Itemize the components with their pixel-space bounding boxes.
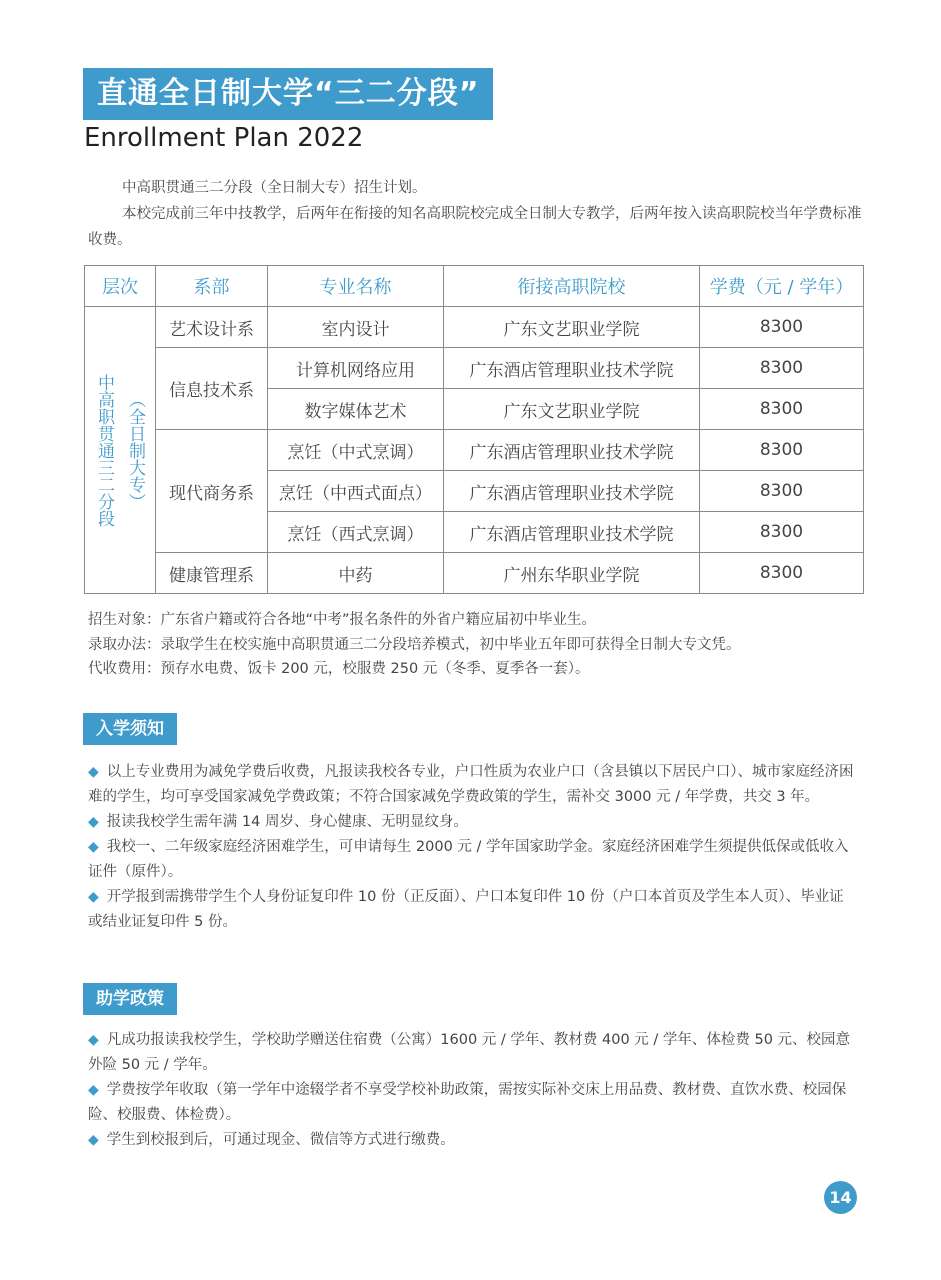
- header-fee: 学费（元 / 学年）: [700, 266, 864, 307]
- header-college: 衔接高职院校: [444, 266, 700, 307]
- header-level: 层次: [85, 266, 156, 307]
- major-cell: 烹饪（中西式面点）: [268, 471, 444, 512]
- table-row: [85, 430, 864, 471]
- fee-cell: 8300: [700, 348, 864, 389]
- diamond-bullet-icon: ◆: [88, 814, 99, 830]
- list-item: ◆ 凡成功报读我校学生，学校助学赠送住宿费（公寓）1600 元 / 学年、教材费 400 元 / 学年、体检费 50 元、校园意外险 50 元 / 学年。: [88, 1032, 851, 1073]
- note-fees: 代收费用：预存水电费、饭卡 200 元，校服费 250 元（冬季、夏季各一套）。: [88, 661, 590, 677]
- list-item: ◆ 我校一、二年级家庭经济困难学生，可申请每生 2000 元 / 学年国家助学金。家庭经济困难学生须提供低保或低收入证件（原件）。: [88, 839, 849, 880]
- table-row: [85, 553, 864, 594]
- intro-line-1: 中高职贯通三二分段（全日制大专）招生计划。: [122, 180, 427, 196]
- college-cell: 广东酒店管理职业技术学院: [444, 430, 700, 471]
- section-title-admission: 入学须知: [83, 713, 177, 745]
- fee-cell: 8300: [700, 553, 864, 594]
- fee-cell: 8300: [700, 512, 864, 553]
- major-cell: 烹饪（西式烹调）: [268, 512, 444, 553]
- note-admission: 录取办法：录取学生在校实施中高职贯通三二分段培养模式，初中毕业五年即可获得全日制大专文凭。: [88, 636, 741, 653]
- fee-cell: 8300: [700, 389, 864, 430]
- department-cell: 现代商务系: [156, 430, 268, 553]
- diamond-bullet-icon: ◆: [88, 839, 99, 855]
- admission-notes: [88, 608, 878, 682]
- list-item: ◆ 开学报到需携带学生个人身份证复印件 10 份（正反面）、户口本复印件 10 份（户口本首页及学生本人页）、毕业证或结业证复印件 5 份。: [88, 889, 844, 930]
- college-cell: 广东酒店管理职业技术学院: [444, 471, 700, 512]
- table-header-row: [85, 266, 864, 307]
- page-title: 直通全日制大学“三二分段”: [83, 68, 493, 120]
- list-item: ◆ 报读我校学生需年满 14 周岁、身心健康、无明显纹身。: [88, 814, 468, 830]
- level-sub: （全日制大专）: [125, 390, 145, 510]
- department-cell: 艺术设计系: [156, 307, 268, 348]
- major-cell: 中药: [268, 553, 444, 594]
- intro-paragraph: [88, 175, 868, 253]
- list-item: ◆ 以上专业费用为减免学费后收费，凡报读我校各专业，户口性质为农业户口（含县镇以下居民户口）、城市家庭经济困难的学生，均可享受国家减免学费政策；不符合国家减免学费政策的学生，需补交 3000 元 / 年学费，共交 3 年。: [88, 764, 854, 805]
- college-cell: 广东文艺职业学院: [444, 389, 700, 430]
- diamond-bullet-icon: ◆: [88, 889, 99, 905]
- diamond-bullet-icon: ◆: [88, 1082, 99, 1098]
- diamond-bullet-icon: ◆: [88, 764, 99, 780]
- enrollment-table: [84, 265, 864, 594]
- page-number: 14: [824, 1181, 857, 1214]
- note-target: 招生对象：广东省户籍或符合各地“中考”报名条件的外省户籍应届初中毕业生。: [88, 612, 597, 628]
- fee-cell: 8300: [700, 430, 864, 471]
- aid-bullet-list: [88, 1028, 858, 1153]
- diamond-bullet-icon: ◆: [88, 1132, 99, 1148]
- level-cell: [85, 307, 156, 594]
- college-cell: 广东文艺职业学院: [444, 307, 700, 348]
- page-subtitle: Enrollment Plan 2022: [84, 123, 364, 153]
- major-cell: 室内设计: [268, 307, 444, 348]
- college-cell: 广东酒店管理职业技术学院: [444, 512, 700, 553]
- fee-cell: 8300: [700, 307, 864, 348]
- table-row: [85, 348, 864, 389]
- header-department: 系部: [156, 266, 268, 307]
- college-cell: 广州东华职业学院: [444, 553, 700, 594]
- section-title-aid: 助学政策: [83, 983, 177, 1015]
- diamond-bullet-icon: ◆: [88, 1032, 99, 1048]
- department-cell: 健康管理系: [156, 553, 268, 594]
- table-row: [85, 307, 864, 348]
- list-item: ◆ 学费按学年收取（第一学年中途辍学者不享受学校补助政策，需按实际补交床上用品费、教材费、直饮水费、校园保险、校服费、体检费）。: [88, 1082, 847, 1123]
- major-cell: 烹饪（中式烹调）: [268, 430, 444, 471]
- college-cell: 广东酒店管理职业技术学院: [444, 348, 700, 389]
- header-major: 专业名称: [268, 266, 444, 307]
- department-cell: 信息技术系: [156, 348, 268, 430]
- intro-line-2: 本校完成前三年中技教学，后两年在衔接的知名高职院校完成全日制大专教学，后两年按入读高职院校当年学费标准收费。: [88, 206, 862, 248]
- list-item: ◆ 学生到校报到后，可通过现金、微信等方式进行缴费。: [88, 1132, 455, 1148]
- major-cell: 数字媒体艺术: [268, 389, 444, 430]
- admission-bullet-list: [88, 760, 858, 935]
- major-cell: 计算机网络应用: [268, 348, 444, 389]
- level-main: 中高职贯通三二分段: [94, 373, 114, 527]
- fee-cell: 8300: [700, 471, 864, 512]
